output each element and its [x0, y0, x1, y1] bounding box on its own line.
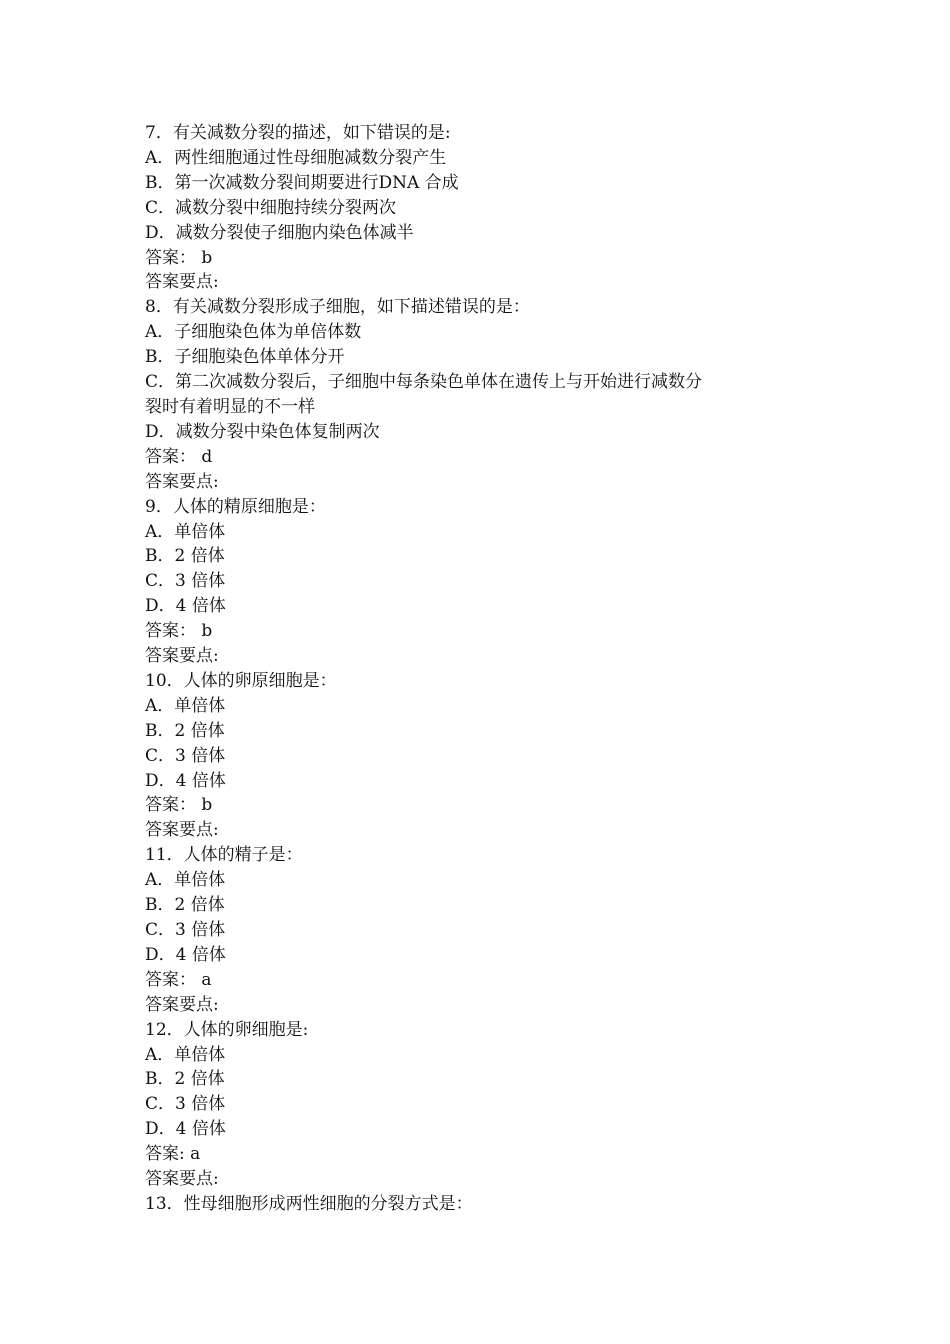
- question-9-answer: 答案： b: [145, 621, 213, 642]
- question-9-stem: 9．人体的精原细胞是：: [145, 496, 326, 517]
- question-11-option-a: A．单倍体: [145, 870, 226, 891]
- question-12-option-c: C．3 倍体: [145, 1094, 226, 1115]
- question-7-stem: 7．有关减数分裂的描述，如下错误的是:: [145, 123, 451, 143]
- question-10-option-a: A．单倍体: [145, 695, 226, 716]
- question-7-answer: 答案： b: [145, 247, 213, 268]
- question-7-answer-notes: 答案要点:: [145, 272, 219, 293]
- question-9-answer-notes: 答案要点:: [145, 646, 219, 667]
- question-12-option-d: D．4 倍体: [145, 1119, 226, 1140]
- question-10-option-b: B．2 倍体: [145, 720, 225, 741]
- question-12-option-b: B．2 倍体: [145, 1069, 225, 1090]
- question-7-option-b: B．第一次减数分裂间期要进行DNA 合成: [145, 172, 459, 193]
- document-page: [145, 121, 845, 1217]
- question-12-stem: 12．人体的卵细胞是:: [145, 1019, 309, 1040]
- question-11-option-d: D．4 倍体: [145, 944, 226, 965]
- question-10-answer-notes: 答案要点:: [145, 820, 219, 841]
- question-9-option-a: A．单倍体: [145, 521, 226, 542]
- question-12-answer-notes: 答案要点:: [145, 1169, 219, 1190]
- question-9-option-b: B．2 倍体: [145, 546, 225, 567]
- question-7-option-c: C．减数分裂中细胞持续分裂两次: [145, 197, 397, 218]
- question-11-option-b: B．2 倍体: [145, 895, 225, 916]
- question-11-stem: 11．人体的精子是：: [145, 845, 303, 866]
- question-11-answer-notes: 答案要点:: [145, 994, 219, 1015]
- question-9-option-d: D．4 倍体: [145, 596, 226, 617]
- question-8-option-d: D．减数分裂中染色体复制两次: [145, 421, 380, 442]
- question-13-stem: 13．性母细胞形成两性细胞的分裂方式是：: [145, 1193, 473, 1214]
- question-7-option-d: D．减数分裂使子细胞内染色体减半: [145, 222, 414, 243]
- question-8-option-a: A．子细胞染色体为单倍体数: [145, 322, 362, 343]
- question-8-option-c-continued: 裂时有着明显的不一样: [145, 396, 315, 417]
- question-10-answer: 答案： b: [145, 795, 213, 816]
- question-12-answer: 答案: a: [145, 1144, 201, 1165]
- question-8-option-b: B．子细胞染色体单体分开: [145, 347, 345, 368]
- question-12-option-a: A．单倍体: [145, 1044, 226, 1065]
- question-8-stem: 8．有关减数分裂形成子细胞，如下描述错误的是：: [145, 297, 530, 318]
- question-8-answer: 答案： d: [145, 446, 213, 467]
- question-8-option-c: C．第二次减数分裂后，子细胞中每条染色单体在遗传上与开始进行减数分: [145, 372, 703, 393]
- question-10-option-c: C．3 倍体: [145, 745, 226, 766]
- question-9-option-c: C．3 倍体: [145, 571, 226, 592]
- question-11-answer: 答案： a: [145, 969, 212, 990]
- question-8-answer-notes: 答案要点:: [145, 471, 219, 492]
- question-7-option-a: A．两性细胞通过性母细胞减数分裂产生: [145, 147, 447, 168]
- question-10-option-d: D．4 倍体: [145, 770, 226, 791]
- question-10-stem: 10．人体的卵原细胞是：: [145, 670, 337, 691]
- question-11-option-c: C．3 倍体: [145, 920, 226, 940]
